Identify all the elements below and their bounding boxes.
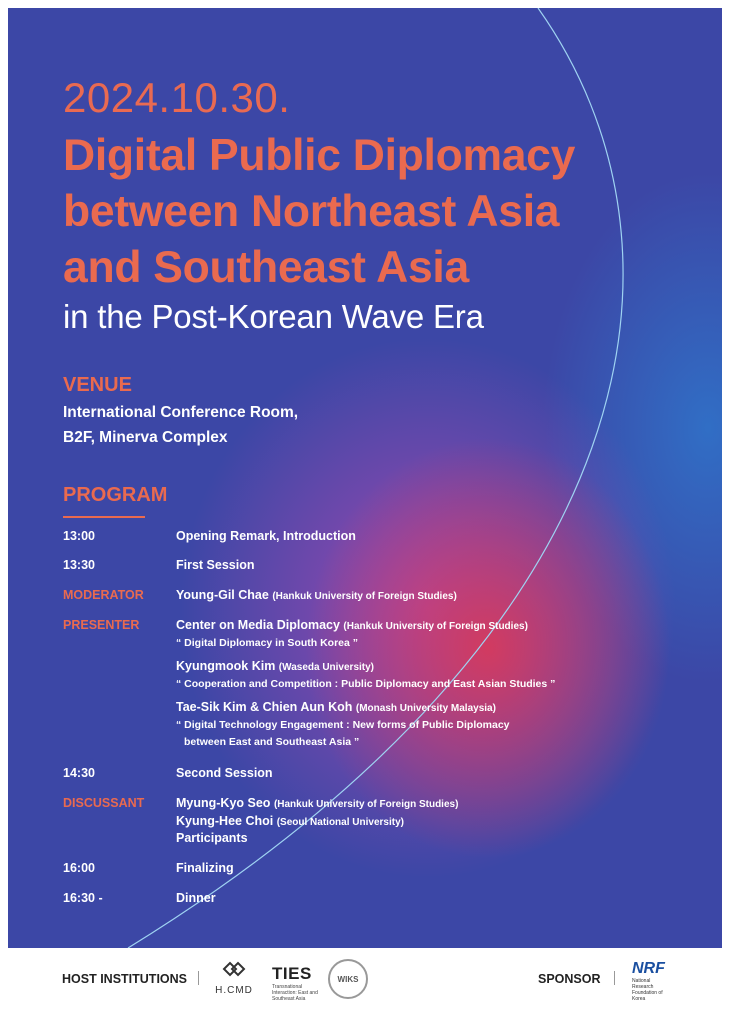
hcmd-mark-icon xyxy=(220,958,248,980)
venue-line: International Conference Room, xyxy=(63,404,299,421)
program-heading: PROGRAM xyxy=(63,484,168,506)
program-item: Second Session xyxy=(176,766,273,780)
divider xyxy=(614,971,615,985)
person-name: Center on Media Diplomacy xyxy=(176,618,340,632)
discussant-entry xyxy=(176,814,404,828)
event-subtitle: in the Post-Korean Wave Era xyxy=(63,298,484,335)
affiliation: (Hankuk University of Foreign Studies) xyxy=(273,799,459,810)
venue-heading: VENUE xyxy=(63,374,132,396)
nrf-text: NRF xyxy=(632,960,665,977)
person-name: Kyungmook Kim xyxy=(176,659,276,673)
footer xyxy=(0,948,730,1024)
discussant-entry xyxy=(176,796,458,810)
nrf-subtext: National Research Foundation of Korea xyxy=(632,978,663,1002)
sponsor-label: SPONSOR xyxy=(538,972,601,986)
divider xyxy=(198,971,199,985)
nrf-logo xyxy=(632,960,672,1002)
wiks-logo: WIKS xyxy=(328,959,368,999)
program-item: Participants xyxy=(176,831,248,845)
program-item: First Session xyxy=(176,558,255,572)
venue-line: B2F, Minerva Complex xyxy=(63,429,228,446)
moderator-label: MODERATOR xyxy=(63,588,144,602)
program-underline xyxy=(63,516,145,518)
host-institutions-label: HOST INSTITUTIONS xyxy=(62,972,187,986)
affiliation: (Monash University Malaysia) xyxy=(355,703,496,714)
event-date: 2024.10.30. xyxy=(63,74,291,121)
program-item: Finalizing xyxy=(176,861,234,875)
person-name: Tae-Sik Kim & Chien Aun Koh xyxy=(176,700,353,714)
program-item: Dinner xyxy=(176,891,216,905)
affiliation: (Waseda University) xyxy=(278,662,375,673)
affiliation: (Hankuk University of Foreign Studies) xyxy=(343,621,528,632)
ties-subtext: Transnational Interaction: East and Southeast Asia xyxy=(272,984,318,1002)
affiliation: (Seoul National University) xyxy=(276,817,404,828)
title-line: Digital Public Diplomacy xyxy=(63,131,576,180)
person-name: Kyung-Hee Choi xyxy=(176,814,274,828)
title-line: between Northeast Asia xyxy=(63,187,560,236)
presenter-entry xyxy=(176,618,528,632)
presenter-entry xyxy=(176,700,496,714)
affiliation: (Hankuk University of Foreign Studies) xyxy=(272,591,457,602)
time-label: 14:30 xyxy=(63,766,95,780)
hcmd-logo xyxy=(212,958,256,996)
talk-title: “ Digital Diplomacy in South Korea ” xyxy=(176,637,359,649)
talk-title: “ Digital Technology Engagement : New forms of Public Diplomacy xyxy=(176,719,510,731)
person-name: Young-Gil Chae xyxy=(176,588,269,602)
time-label: 16:30 - xyxy=(63,891,103,905)
time-label: 13:30 xyxy=(63,558,95,572)
presenter-entry xyxy=(176,659,374,673)
event-title xyxy=(63,128,713,296)
program-item: Opening Remark, Introduction xyxy=(176,529,356,543)
discussant-label: DISCUSSANT xyxy=(63,796,145,810)
ties-logo xyxy=(272,964,322,1002)
title-line: and Southeast Asia xyxy=(63,243,469,292)
talk-title: between East and Southeast Asia ” xyxy=(184,736,360,748)
presenter-label: PRESENTER xyxy=(63,618,140,632)
person-name: Myung-Kyo Seo xyxy=(176,796,271,810)
poster xyxy=(8,8,722,948)
talk-title: “ Cooperation and Competition : Public Diplomacy and East Asian Studies ” xyxy=(176,678,556,690)
time-label: 16:00 xyxy=(63,861,95,875)
hcmd-text: H.CMD xyxy=(215,985,253,996)
moderator-entry xyxy=(176,588,457,602)
ties-text: TIES xyxy=(272,964,312,983)
time-label: 13:00 xyxy=(63,529,95,543)
